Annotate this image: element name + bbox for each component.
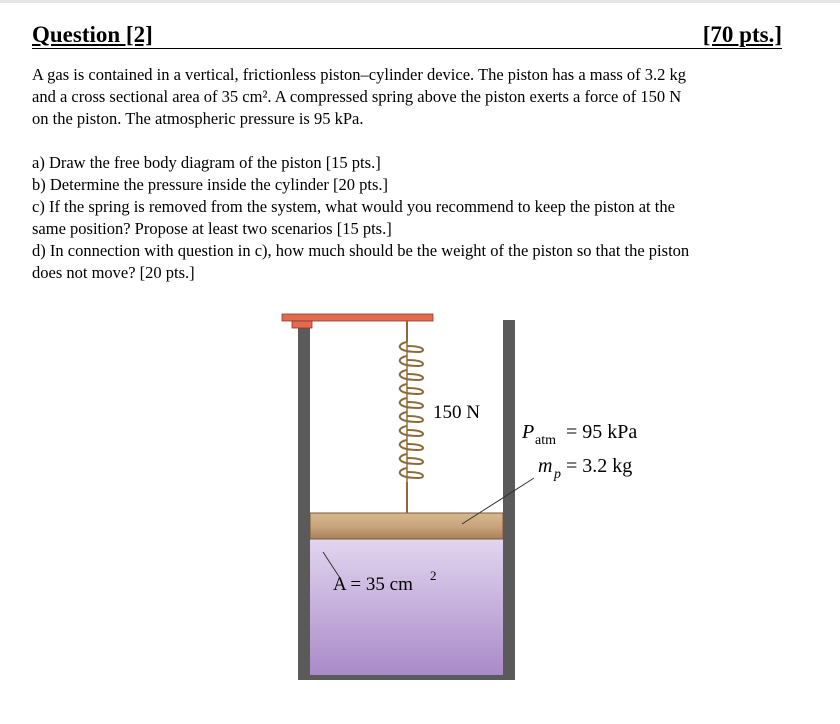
patm-value: = 95 kPa bbox=[566, 421, 638, 443]
question-title: Question [2] bbox=[32, 22, 153, 47]
cylinder-right-wall bbox=[503, 320, 515, 680]
problem-line: A gas is contained in a vertical, frictionless piston–cylinder device. The piston has a mass of 3.2 kg bbox=[32, 65, 687, 84]
cylinder-bottom bbox=[298, 675, 515, 680]
area-label: A = 35 cm bbox=[333, 574, 413, 595]
question-points: [70 pts.] bbox=[702, 22, 782, 47]
piston bbox=[310, 513, 503, 539]
problem-line: on the piston. The atmospheric pressure is 95 kPa. bbox=[32, 109, 364, 128]
area-exponent: 2 bbox=[430, 568, 437, 583]
top-cap-block bbox=[292, 321, 312, 328]
top-cap-plate bbox=[282, 314, 433, 321]
spring-force-label: 150 N bbox=[433, 402, 480, 423]
mp-subscript: p bbox=[554, 467, 561, 482]
part-c-cont: same position? Propose at least two scenarios [15 pts.] bbox=[32, 219, 392, 238]
mp-symbol: m bbox=[538, 455, 553, 477]
patm-symbol: P bbox=[522, 421, 535, 443]
cylinder-left-wall bbox=[298, 320, 310, 680]
part-b: b) Determine the pressure inside the cylinder [20 pts.] bbox=[32, 175, 389, 194]
part-c: c) If the spring is removed from the system, what would you recommend to keep the piston at the bbox=[32, 197, 675, 216]
problem-line: and a cross sectional area of 35 cm². A compressed spring above the piston exerts a force of 150 N bbox=[32, 87, 682, 106]
compressed-spring bbox=[400, 321, 423, 513]
patm-subscript: atm bbox=[535, 433, 556, 448]
mp-value: = 3.2 kg bbox=[566, 455, 633, 477]
part-d: d) In connection with question in c), how much should be the weight of the piston so that the piston bbox=[32, 241, 690, 260]
part-d-cont: does not move? [20 pts.] bbox=[32, 263, 195, 282]
gas-region bbox=[310, 539, 503, 676]
part-a: a) Draw the free body diagram of the piston [15 pts.] bbox=[32, 153, 381, 172]
